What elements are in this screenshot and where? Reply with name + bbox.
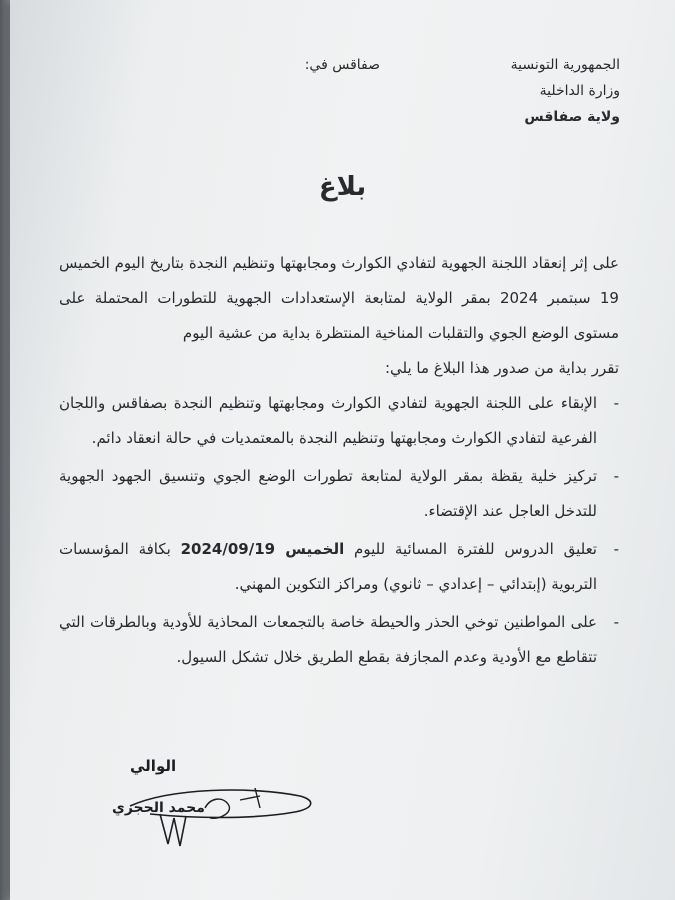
list-dash: - — [613, 394, 619, 412]
republic-line: الجمهورية التونسية — [510, 57, 620, 73]
page-edge-shadow — [0, 0, 10, 900]
decisions-list — [59, 386, 619, 675]
list-dash: - — [613, 467, 619, 485]
decision-text: الإبقاء على اللجنة الجهوية لتفادي الكوارث ومجابهتها وتنظيم النجدة بصفاقس واللجان الفرعية لتفادي الكوارث ومجابهتها وتنظيم النجدة بالمعتمديات في حالة انعقاد دائم. — [59, 394, 597, 447]
list-dash: - — [613, 613, 619, 631]
decision-text: على المواطنين توخي الحذر والحيطة خاصة بالتجمعات المحاذية للأودية وبالطرقات التي تتقاطع مع الأودية وعدم المجازفة بقطع الطريق خلال تشكل السيول. — [59, 613, 597, 666]
intro-line: الخميس 19 سبتمبر 2024 بمقر الولاية لمتابعة الإستعدادات الجهوية للتطورات — [59, 254, 619, 307]
announcement-body — [59, 246, 619, 678]
letterhead — [360, 52, 620, 130]
decision-item — [59, 532, 619, 602]
document-title: بلاغ — [318, 172, 367, 202]
decision-item — [59, 459, 619, 529]
intro-line: تقرر بداية من صدور هذا البلاغ ما يلي: — [384, 359, 619, 377]
decision-text-start: تعليق الدروس للفترة المسائية لليوم — [344, 540, 597, 558]
decision-item — [59, 386, 619, 456]
signatory-name: محمد الحجري — [112, 800, 205, 816]
intro-line: على إثر إنعقاد اللجنة الجهوية لتفادي الكوارث ومجابهتها وتنظيم النجدة بتاريخ اليوم — [114, 254, 619, 272]
decision-item — [59, 605, 619, 675]
list-dash: - — [613, 540, 619, 558]
intro-line: المحتملة على مستوى الوضع الجوي والتقلبات المناخية المنتظرة بداية من عشية اليوم — [59, 289, 619, 342]
decision-text-end: بكافة المؤسسات التربوية (إبتدائي – إعدادي – ثانوي) ومراكز التكوين المهني. — [59, 540, 597, 593]
place-date-label: صفاقس في: — [304, 57, 380, 73]
decision-date-bold: الخميس 2024/09/19 — [180, 540, 345, 558]
official-letter-page — [10, 0, 675, 900]
signatory-title: الوالي — [130, 757, 177, 775]
decision-text: تركيز خلية يقظة بمقر الولاية لمتابعة تطورات الوضع الجوي وتنسيق الجهود الجهوية للتدخل العاجل عند الإقتضاء. — [59, 467, 597, 520]
governorate-line: ولاية صفاقس — [524, 109, 620, 125]
intro-paragraph — [59, 246, 619, 386]
ministry-line: وزارة الداخلية — [539, 83, 620, 99]
